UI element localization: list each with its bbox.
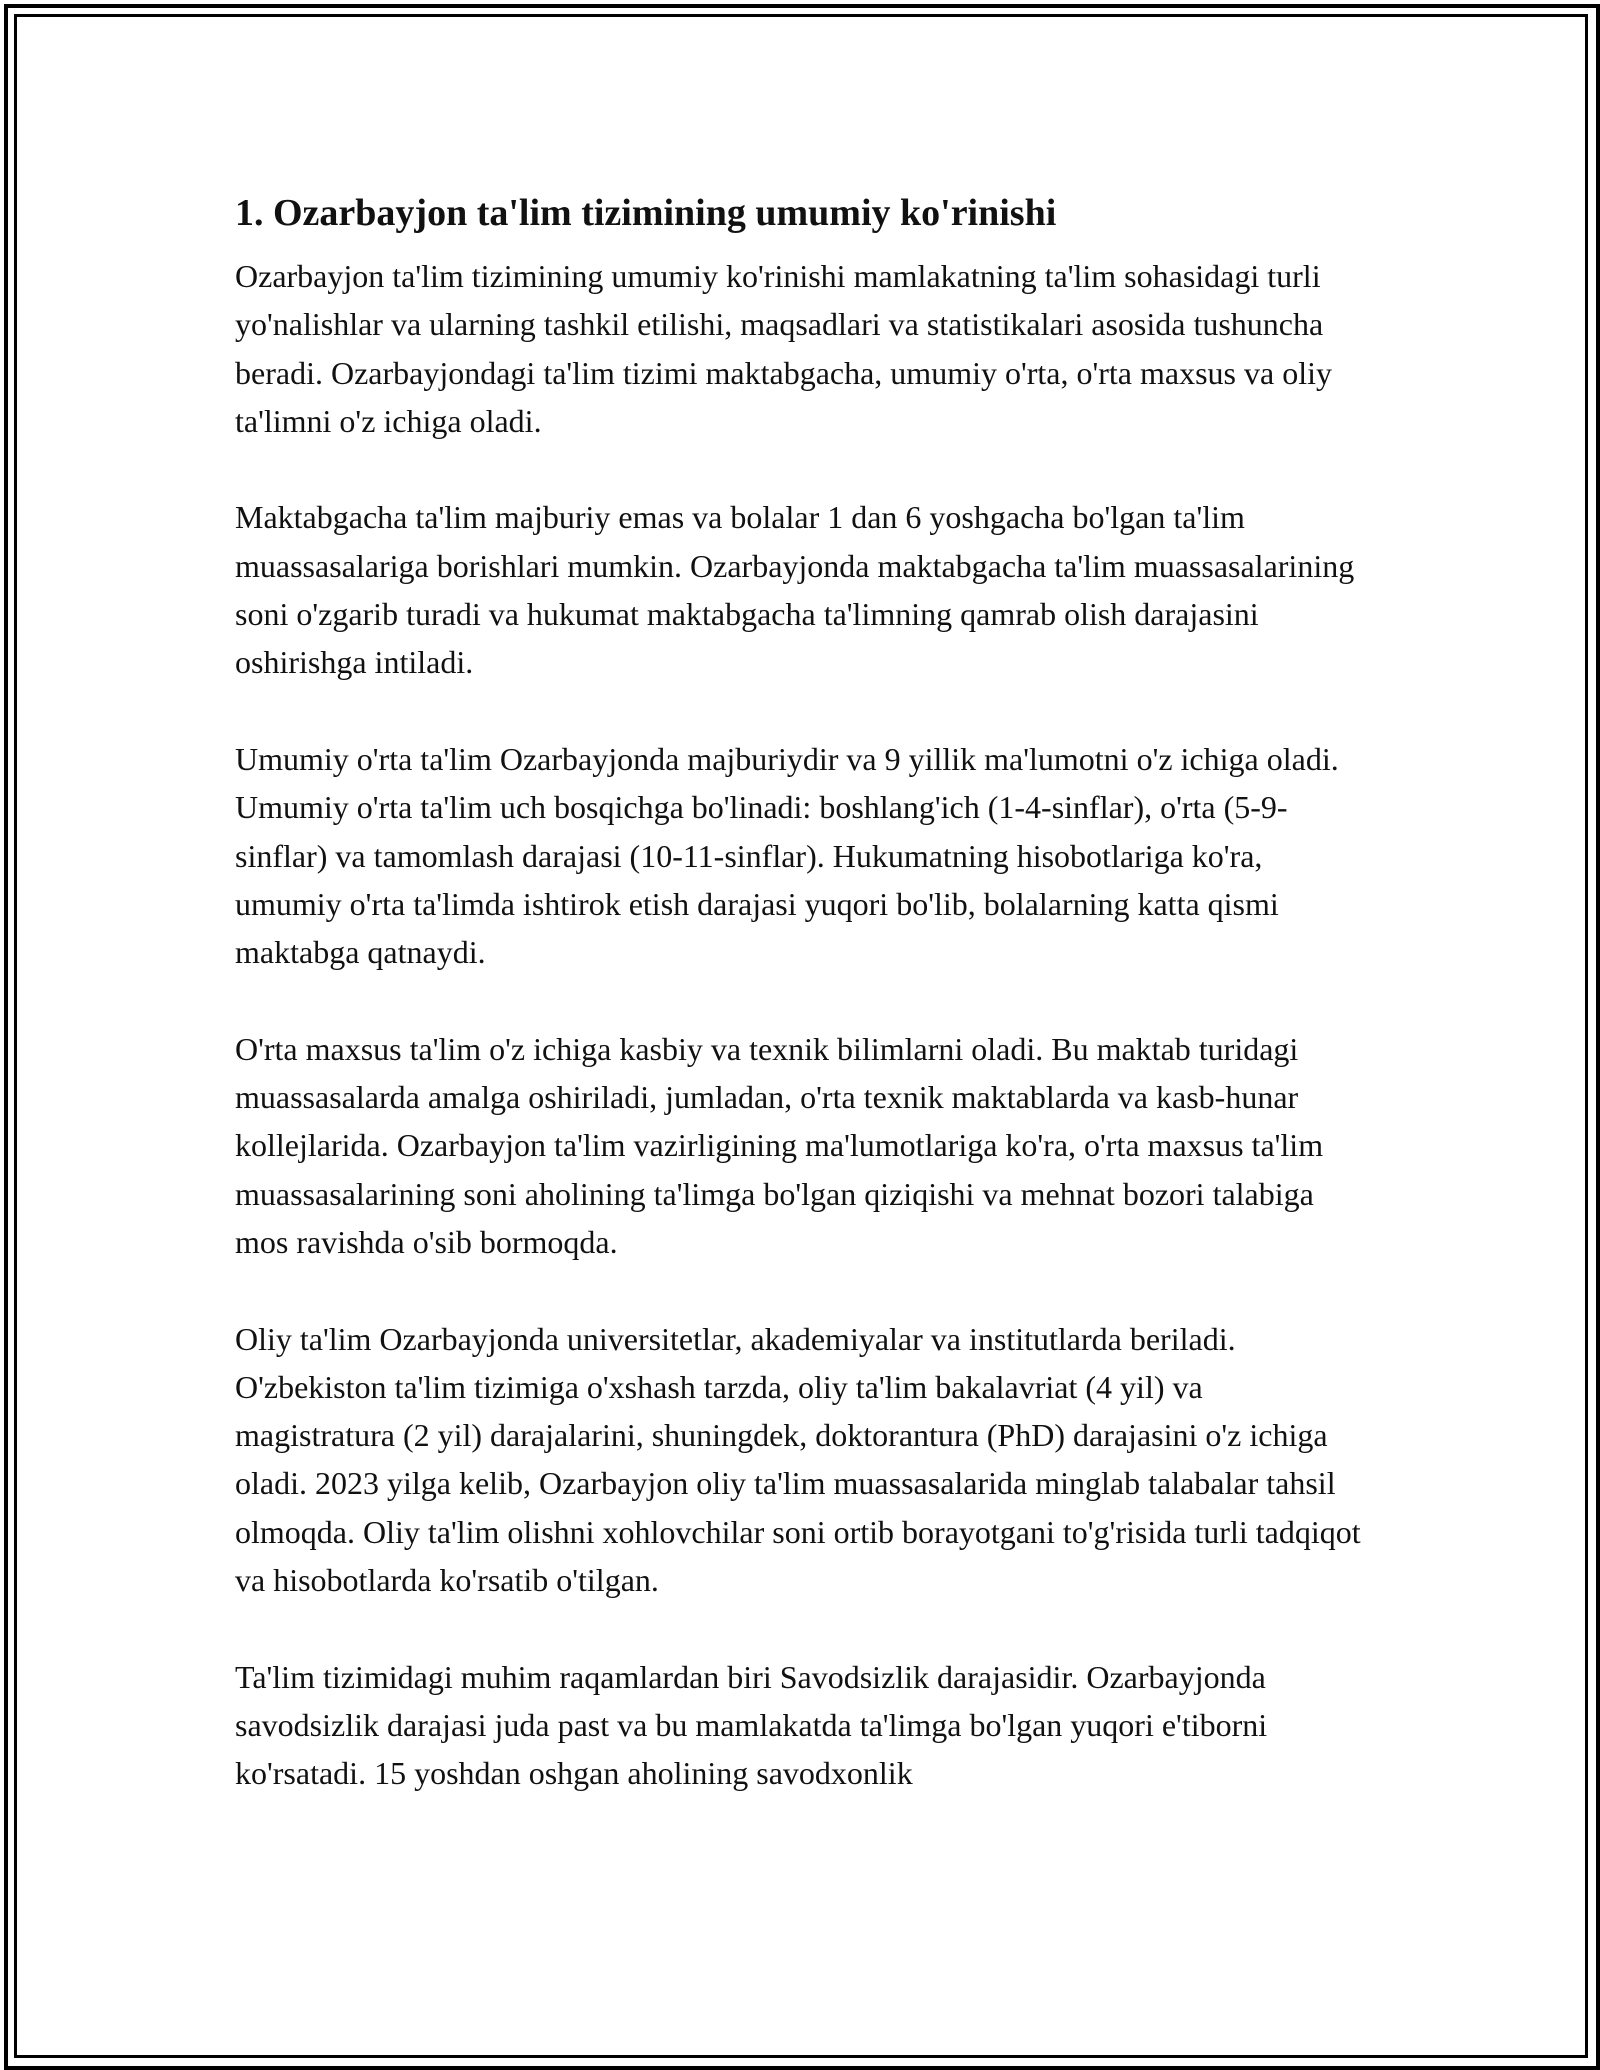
section-heading: 1. Ozarbayjon ta'lim tizimining umumiy ko'rinishi [235, 192, 1057, 234]
paragraph-vocational: O'rta maxsus ta'lim o'z ichiga kasbiy va texnik bilimlarni oladi. Bu maktab turidagi muassasalarda amalga oshiriladi, jumladan, o'rta texnik maktablarda va kasb-hunar kollejlarida. Ozarbayjon ta'lim vazirligining ma'lumotlariga ko'ra, o'rta maxsus ta'lim muassasalarining soni aholining ta'limga bo'lgan qiziqishi va mehnat bozori talabiga mos ravishda o'sib bormoqda. [235, 1030, 1324, 1260]
paragraph-general-secondary: Umumiy o'rta ta'lim Ozarbayjonda majburiydir va 9 yillik ma'lumotni o'z ichiga oladi. Umumiy o'rta ta'lim uch bosqichga bo'linadi: boshlang'ich (1-4-sinflar), o'rta (5-9-sinflar) va tamomlash darajasi (10-11-sinflar). Hukumatning hisobotlariga ko'ra, umumiy o'rta ta'limda ishtirok etish darajasi yuqori bo'lib, bolalarning katta qismi maktabga qatnaydi. [235, 740, 1339, 971]
paragraph-overview: Ozarbayjon ta'lim tizimining umumiy ko'rinishi mamlakatning ta'lim sohasidagi turli yo'nalishlar va ularning tashkil etilishi, maqsadlari va statistikalari asosida tushuncha beradi. Ozarbayjondagi ta'lim tizimi maktabgacha, umumiy o'rta, o'rta maxsus va oliy ta'limni o'z ichiga oladi. [235, 258, 1332, 439]
paragraph-higher-education: Oliy ta'lim Ozarbayjonda universitetlar, akademiyalar va institutlarda beriladi. O'zbekiston ta'lim tizimiga o'xshash tarzda, oliy ta'lim bakalavriat (4 yil) va magistratura (2 yil) darajalarini, shuningdek, doktorantura (PhD) darajasini o'z ichiga oladi. 2023 yilga kelib, Ozarbayjon oliy ta'lim muassasalarida minglab talabalar tahsil olmoqda. Oliy ta'lim olishni xohlovchilar soni ortib borayotgani to'g'risida turli tadqiqot va hisobotlarda ko'rsatib o'tilgan. [235, 1320, 1361, 1599]
paragraph-preschool: Maktabgacha ta'lim majburiy emas va bolalar 1 dan 6 yoshgacha bo'lgan ta'lim muassasalariga borishlari mumkin. Ozarbayjonda maktabgacha ta'lim muassasalarining soni o'zgarib turadi va hukumat maktabgacha ta'limning qamrab olish darajasini oshirishga intiladi. [235, 499, 1355, 681]
document-body [235, 186, 1370, 1798]
paragraph-literacy: Ta'lim tizimidagi muhim raqamlardan biri Savodsizlik darajasidir. Ozarbayjonda savodsizlik darajasi juda past va bu mamlakatda ta'limga bo'lgan yuqori e'tiborni ko'rsatadi. 15 yoshdan oshgan aholining savodxonlik [235, 1658, 1268, 1792]
